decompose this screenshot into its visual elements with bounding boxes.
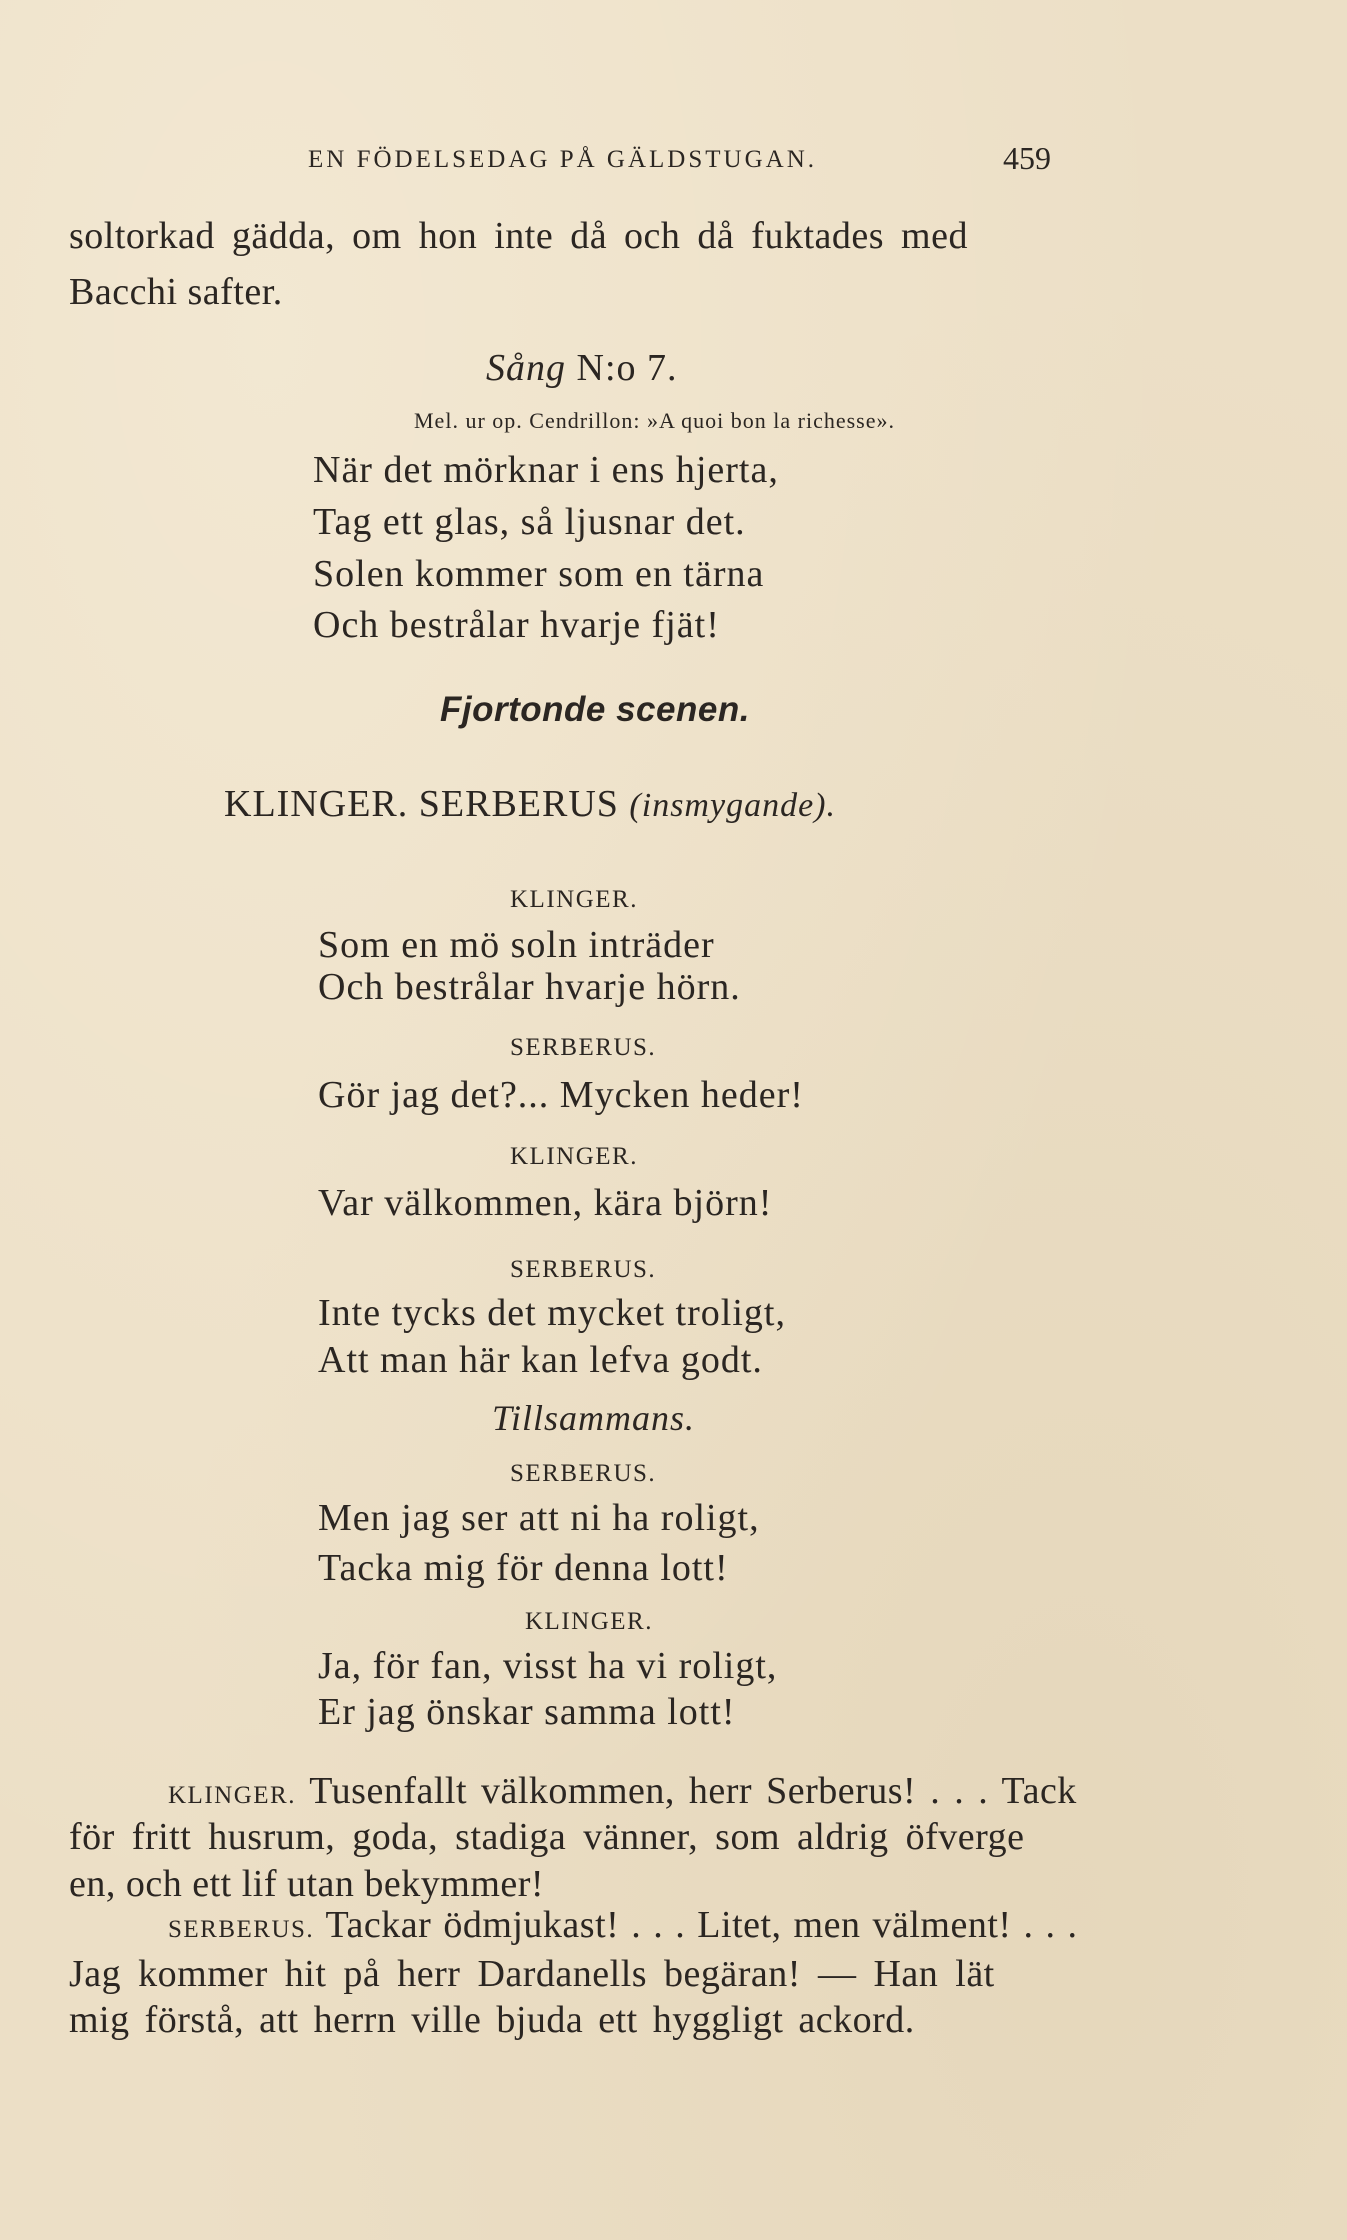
song-title [486, 346, 678, 390]
speaker-klinger-3: KLINGER. [525, 1608, 653, 1635]
speaker-serberus-3: SERBERUS. [510, 1460, 657, 1487]
song-line-3: Solen kommer som en tärna [313, 553, 765, 595]
dialogue-line: Ja, för fan, visst ha vi roligt, [318, 1645, 778, 1687]
song-line-2: Tag ett glas, så ljusnar det. [313, 501, 746, 543]
intro-line-1: soltorkad gädda, om hon inte då och då fuktades med [69, 215, 968, 257]
dialogue-line: Och bestrålar hvarje hörn. [318, 966, 741, 1008]
intro-line-2: Bacchi safter. [69, 271, 283, 313]
scene-characters [224, 782, 836, 826]
scene-character-names: KLINGER. SERBERUS [224, 783, 619, 825]
running-header: EN FÖDELSEDAG PÅ GÄLDSTUGAN. [308, 146, 817, 173]
prose-klinger-line-2: för fritt husrum, goda, stadiga vänner, som aldrig öfverge [69, 1816, 1025, 1858]
song-title-italic: Sång [486, 347, 566, 389]
prose-klinger-line-1 [168, 1769, 1077, 1813]
dialogue-line: Inte tycks det mycket troligt, [318, 1292, 786, 1334]
together-direction: Tillsammans. [492, 1398, 696, 1438]
prose-serberus-line-2: Jag kommer hit på herr Dardanells begäran! — Han lät [69, 1953, 995, 1995]
song-title-number: N:o 7. [566, 347, 678, 389]
dialogue-line: Gör jag det?... Mycken heder! [318, 1074, 804, 1116]
stage-direction: (insmygande). [629, 787, 836, 824]
dialogue-line: Tacka mig för denna lott! [318, 1547, 729, 1589]
dialogue-line: Men jag ser att ni ha roligt, [318, 1497, 760, 1539]
prose-serberus-line-3: mig förstå, att herrn ville bjuda ett hyggligt ackord. [69, 1999, 915, 2041]
scene-title: Fjortonde scenen. [440, 690, 750, 729]
speaker-serberus-2: SERBERUS. [510, 1256, 657, 1283]
speaker-klinger-2: KLINGER. [510, 1143, 638, 1170]
song-line-1: När det mörknar i ens hjerta, [313, 449, 779, 491]
speaker-klinger-1: KLINGER. [510, 886, 638, 913]
dialogue-line: Er jag önskar samma lott! [318, 1691, 736, 1733]
dialogue-line: Att man här kan lefva godt. [318, 1339, 763, 1381]
prose-speaker-serberus: SERBERUS. [168, 1916, 315, 1943]
prose-serberus-text: Tackar ödmjukast! . . . Litet, men välment! . . . [314, 1904, 1078, 1946]
prose-klinger-line-3: en, och ett lif utan bekymmer! [69, 1863, 545, 1905]
speaker-serberus-1: SERBERUS. [510, 1034, 657, 1061]
prose-klinger-text: Tusenfallt välkommen, herr Serberus! . . . Tack [295, 1770, 1077, 1812]
melody-note: Mel. ur op. Cendrillon: »A quoi bon la richesse». [414, 408, 895, 433]
dialogue-line: Som en mö soln inträder [318, 924, 715, 966]
song-line-4: Och bestrålar hvarje fjät! [313, 604, 720, 646]
prose-serberus-line-1 [168, 1903, 1078, 1947]
page-number: 459 [1003, 140, 1051, 176]
dialogue-line: Var välkommen, kära björn! [318, 1182, 773, 1224]
prose-speaker-klinger: KLINGER. [168, 1782, 296, 1809]
